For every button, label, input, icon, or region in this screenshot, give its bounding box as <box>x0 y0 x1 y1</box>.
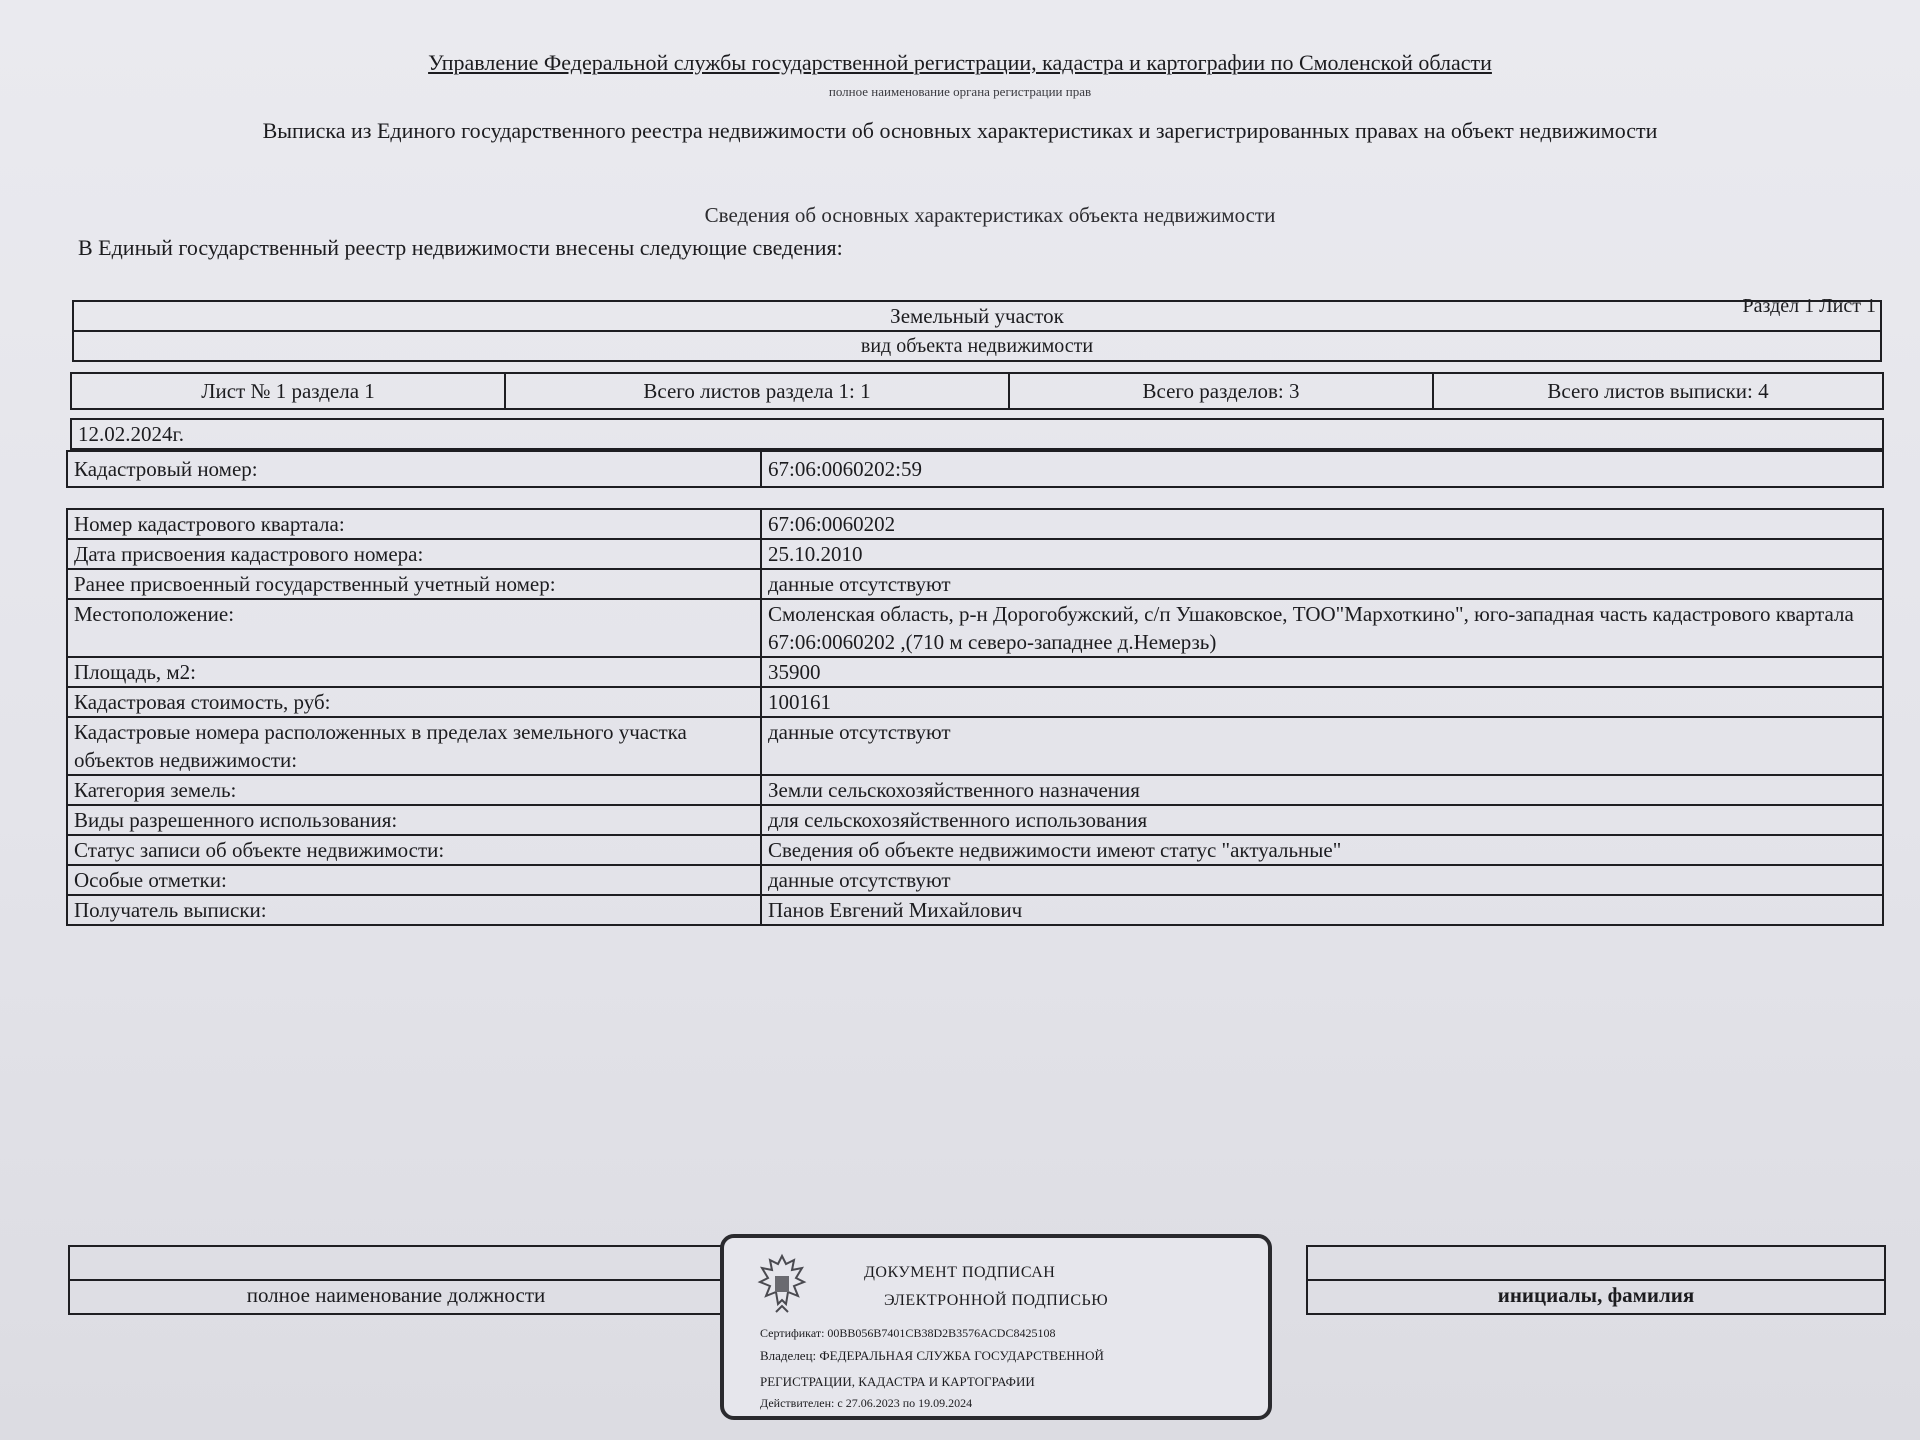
date-table <box>70 418 1884 450</box>
table-row <box>67 569 1883 599</box>
row-label: Статус записи об объекте недвижимости: <box>67 835 761 865</box>
stamp-validity: Действителен: с 27.06.2023 по 19.09.2024 <box>760 1396 973 1410</box>
section-heading: Сведения об основных характеристиках объекта недвижимости <box>704 203 1276 227</box>
document-title: Выписка из Единого государственного реестра недвижимости об основных характеристиках и зарегистрированных правах на объект недвижимости <box>262 118 1658 143</box>
object-type-caption: вид объекта недвижимости <box>73 331 1881 361</box>
stamp-line2: ЭЛЕКТРОННОЙ ПОДПИСЬЮ <box>884 1292 1109 1309</box>
cadastral-number-value: 67:06:0060202:59 <box>761 451 1883 487</box>
row-label: Категория земель: <box>67 775 761 805</box>
sections-total: Всего разделов: 3 <box>1009 373 1433 409</box>
sheets-info-table <box>70 372 1884 410</box>
row-value: 25.10.2010 <box>761 539 1883 569</box>
row-label: Кадастровые номера расположенных в пределах земельного участка объектов недвижимости: <box>67 717 761 775</box>
org-name-caption: полное наименование органа регистрации прав <box>828 84 1092 99</box>
stamp-owner-line1: Владелец: ФЕДЕРАЛЬНАЯ СЛУЖБА ГОСУДАРСТВЕННОЙ <box>760 1348 1104 1363</box>
row-value: Сведения об объекте недвижимости имеют статус "актуальные" <box>761 835 1883 865</box>
e-signature-stamp <box>720 1234 1272 1420</box>
table-row <box>67 895 1883 925</box>
stamp-owner-line2: РЕГИСТРАЦИИ, КАДАСТРА И КАРТОГРАФИИ <box>760 1374 1035 1389</box>
row-value: 67:06:0060202 <box>761 509 1883 539</box>
object-type-table <box>72 300 1882 362</box>
cadastral-number-label: Кадастровый номер: <box>67 451 761 487</box>
table-row <box>67 509 1883 539</box>
section-sheets-total: Всего листов раздела 1: 1 <box>505 373 1009 409</box>
stamp-line1: ДОКУМЕНТ ПОДПИСАН <box>864 1264 1056 1281</box>
row-label: Номер кадастрового квартала: <box>67 509 761 539</box>
row-value: Земли сельскохозяйственного назначения <box>761 775 1883 805</box>
row-label: Дата присвоения кадастрового номера: <box>67 539 761 569</box>
row-label: Площадь, м2: <box>67 657 761 687</box>
table-row <box>67 657 1883 687</box>
row-value: 35900 <box>761 657 1883 687</box>
table-row <box>67 865 1883 895</box>
initials-caption: инициалы, фамилия <box>1307 1280 1885 1314</box>
row-value: Панов Евгений Михайлович <box>761 895 1883 925</box>
row-label: Виды разрешенного использования: <box>67 805 761 835</box>
table-row <box>67 599 1883 657</box>
object-type-value: Земельный участок <box>73 301 1881 331</box>
extract-sheets-total: Всего листов выписки: 4 <box>1433 373 1883 409</box>
characteristics-table <box>66 508 1884 926</box>
table-row <box>67 539 1883 569</box>
sheet-number: Лист № 1 раздела 1 <box>71 373 505 409</box>
table-row <box>67 687 1883 717</box>
extract-date: 12.02.2024г. <box>71 419 1883 449</box>
position-caption: полное наименование должности <box>69 1280 723 1314</box>
row-value: 100161 <box>761 687 1883 717</box>
org-name: Управление Федеральной службы государственной регистрации, кадастра и картографии по Смоленской области <box>428 50 1492 75</box>
row-label: Местоположение: <box>67 599 761 657</box>
cadastral-number-table <box>66 450 1884 488</box>
table-row <box>67 835 1883 865</box>
row-value: Смоленская область, р-н Дорогобужский, с/п Ушаковское, ТОО"Мархоткино", юго-западная часть кадастрового квартала 67:06:0060202 ,(710 м северо-западнее д.Немерзь) <box>761 599 1883 657</box>
row-value: данные отсутствуют <box>761 865 1883 895</box>
row-label: Кадастровая стоимость, руб: <box>67 687 761 717</box>
table-row <box>67 805 1883 835</box>
intro-text: В Единый государственный реестр недвижимости внесены следующие сведения: <box>78 235 843 260</box>
row-value: для сельскохозяйственного использования <box>761 805 1883 835</box>
table-row <box>67 775 1883 805</box>
table-row <box>67 717 1883 775</box>
row-label: Особые отметки: <box>67 865 761 895</box>
row-value: данные отсутствуют <box>761 569 1883 599</box>
section-sheet-label: Раздел 1 Лист 1 <box>1742 295 1876 317</box>
row-value: данные отсутствуют <box>761 717 1883 775</box>
row-label: Получатель выписки: <box>67 895 761 925</box>
row-label: Ранее присвоенный государственный учетный номер: <box>67 569 761 599</box>
eagle-emblem-icon <box>754 1250 810 1320</box>
stamp-certificate: Сертификат: 00BB056B7401CB38D2B3576ACDC8425108 <box>760 1326 1056 1340</box>
